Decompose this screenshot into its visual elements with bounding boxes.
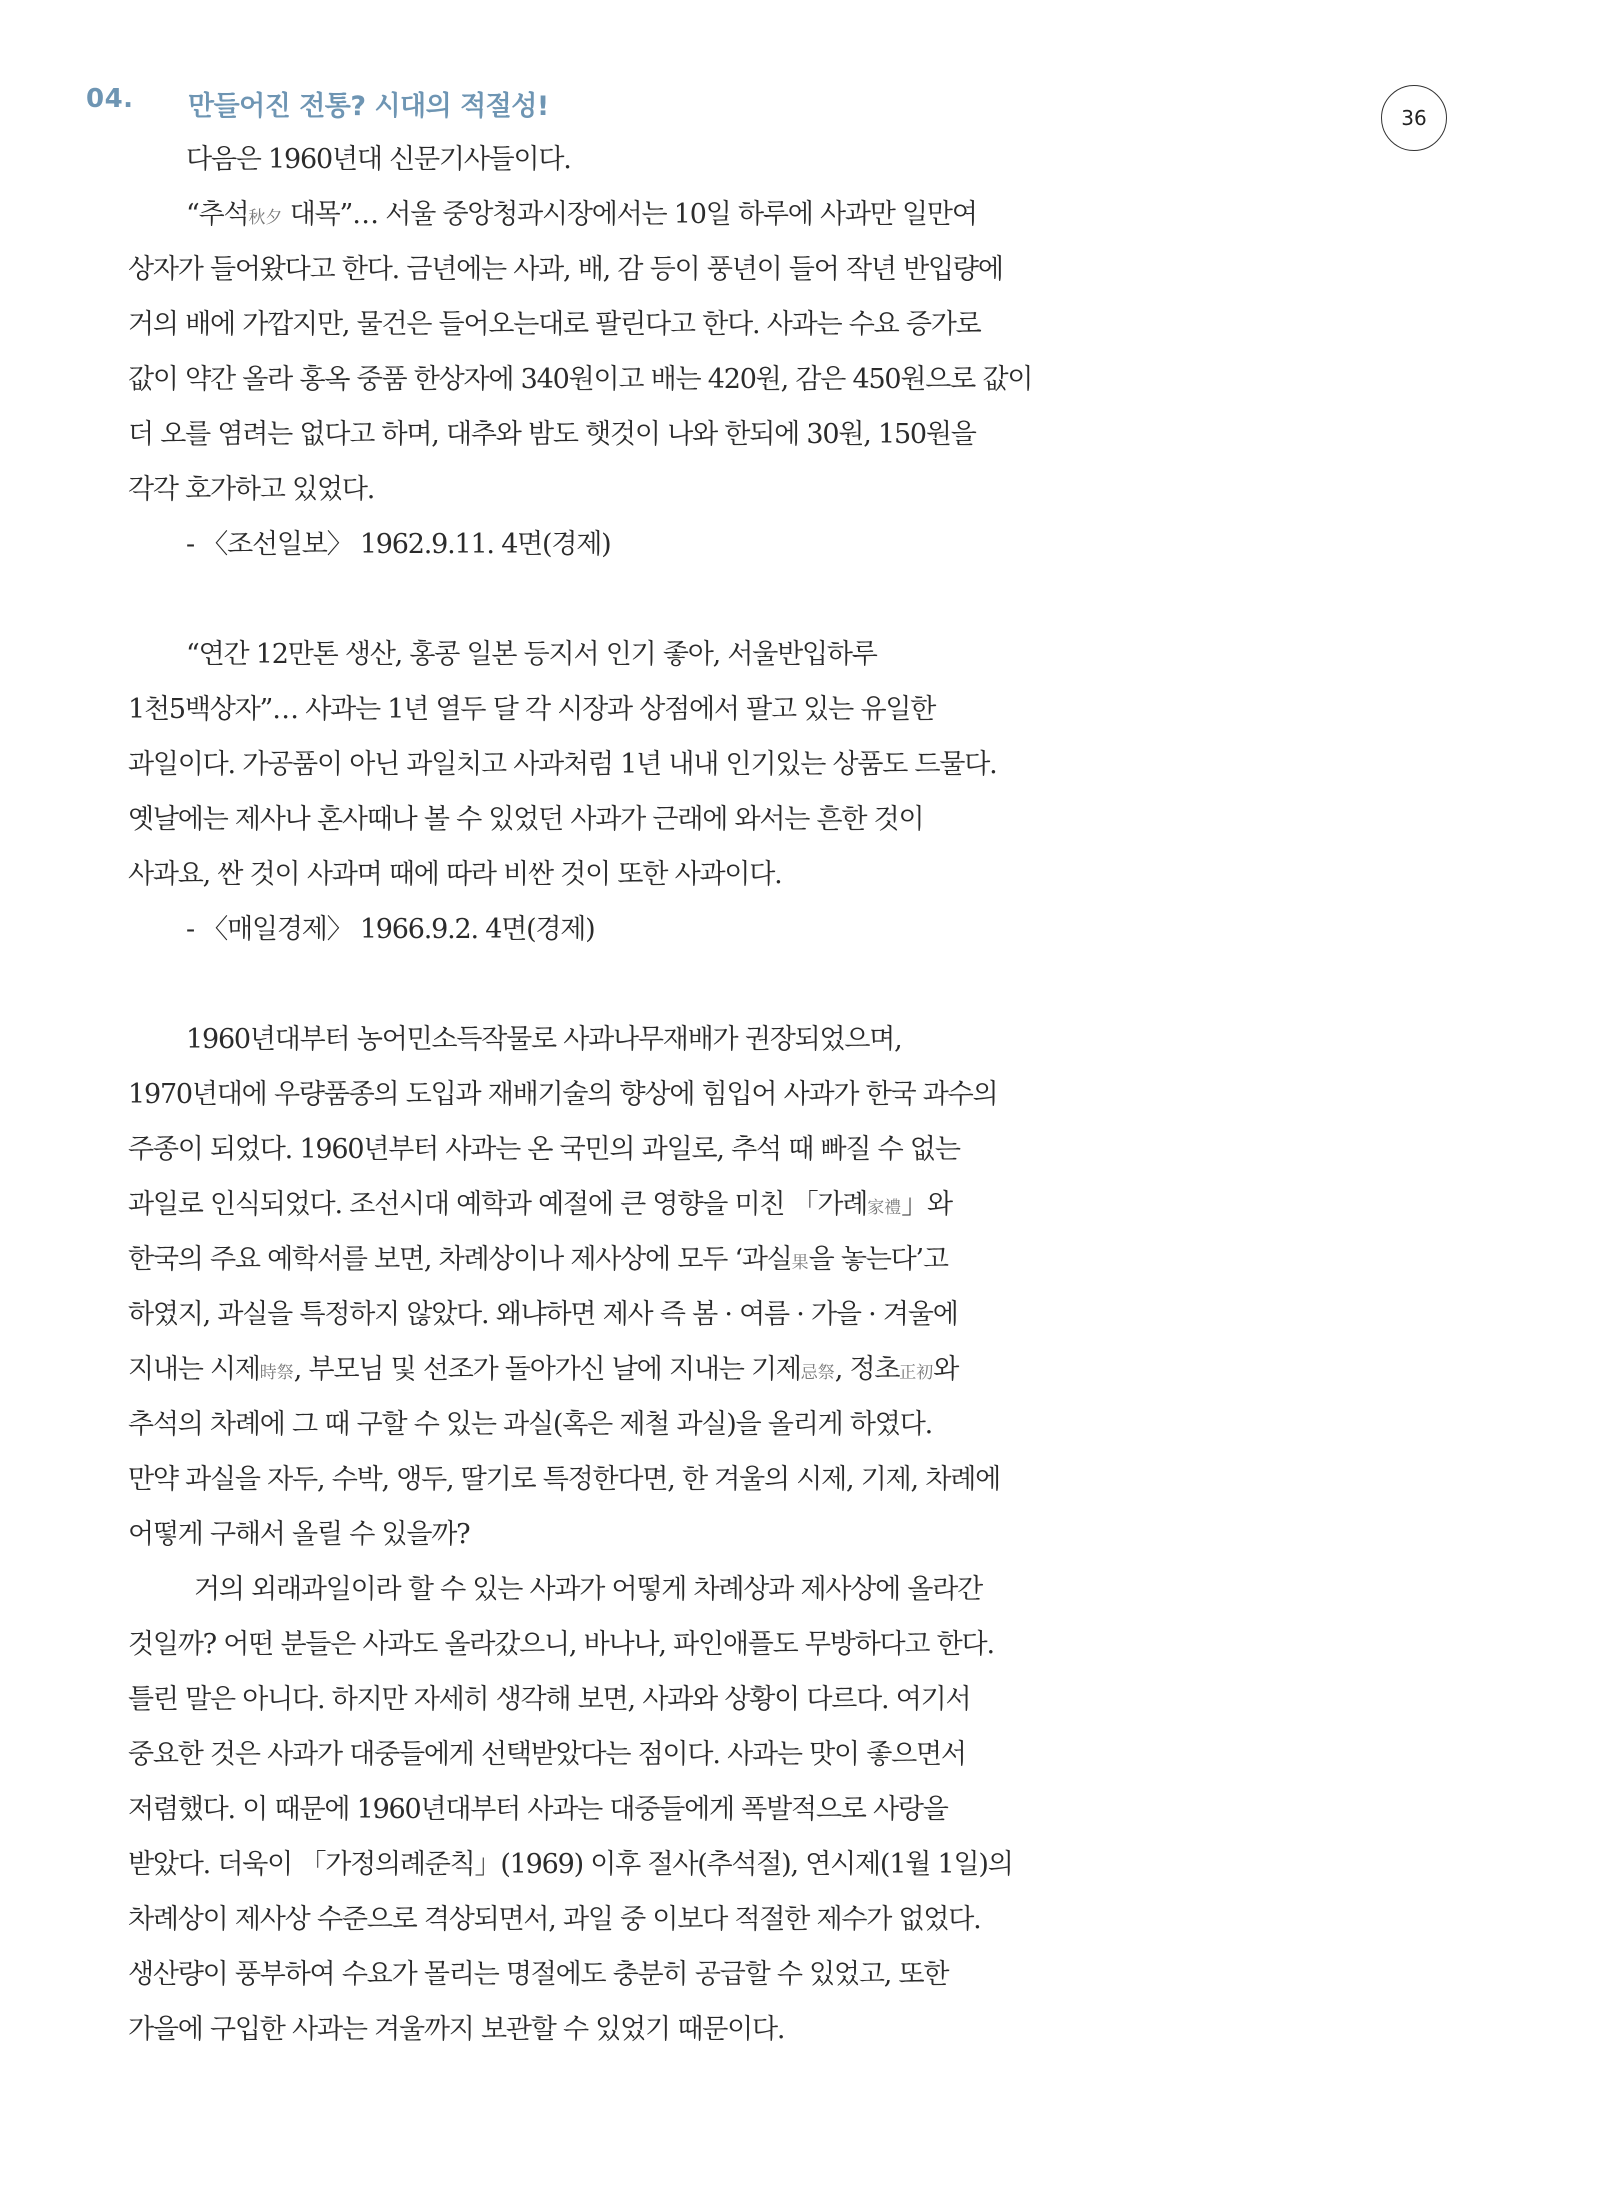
- quote-line: 더 오를 염려는 없다고 하며, 대추와 밤도 햇것이 나와 한되에 30원, 150원을: [128, 419, 976, 450]
- quote-line: 과일이다. 가공품이 아닌 과일치고 사과처럼 1년 내내 인기있는 상품도 드물다.: [128, 749, 997, 780]
- paragraph-line: 추석의 차례에 그 때 구할 수 있는 과실(혹은 제철 과실)을 올리게 하였다.: [128, 1409, 932, 1440]
- paragraph-line: 1970년대에 우량품종의 도입과 재배기술의 향상에 힘입어 사과가 한국 과수의: [128, 1079, 998, 1110]
- hanja-annotation: 果: [791, 1253, 809, 1273]
- quote-text: 대목”… 서울 중앙청과시장에서는 10일 하루에 사과만 일만여: [282, 199, 977, 230]
- paragraph-line: 저렴했다. 이 때문에 1960년대부터 사과는 대중들에게 폭발적으로 사랑을: [128, 1794, 948, 1825]
- paragraph-line: [128, 1342, 1028, 1397]
- paragraph-line: 거의 외래과일이라 할 수 있는 사과가 어떻게 차례상과 제사상에 올라간: [194, 1574, 983, 1605]
- quote-line: [128, 187, 1028, 242]
- paragraph-line: 생산량이 풍부하여 수요가 몰리는 명절에도 충분히 공급할 수 있었고, 또한: [128, 1959, 949, 1990]
- paragraph-line: 만약 과실을 자두, 수박, 앵두, 딸기로 특정한다면, 한 겨울의 시제, 기제, 차례에: [128, 1464, 1000, 1495]
- quote-line: 1천5백상자”… 사과는 1년 열두 달 각 시장과 상점에서 팔고 있는 유일한: [128, 694, 936, 725]
- section-number: 04.: [86, 84, 134, 114]
- paragraph-text: , 정초: [834, 1354, 900, 1385]
- hanja-annotation: 秋夕: [248, 208, 283, 228]
- paragraph-text: 과일로 인식되었다. 조선시대 예학과 예절에 큰 영향을 미친 「가례: [128, 1189, 868, 1220]
- paragraph-line: 어떻게 구해서 올릴 수 있을까?: [128, 1519, 470, 1550]
- paragraph-line: 것일까? 어떤 분들은 사과도 올라갔으니, 바나나, 파인애플도 무방하다고 한다.: [128, 1629, 994, 1660]
- spacer: [128, 572, 1028, 627]
- paragraph-text: 을 놓는다’고: [808, 1244, 948, 1275]
- paragraph-line: 가을에 구입한 사과는 겨울까지 보관할 수 있었기 때문이다.: [128, 2014, 785, 2045]
- article-body: [128, 132, 1033, 2057]
- quote-line: 사과요, 싼 것이 사과며 때에 따라 비싼 것이 또한 사과이다.: [128, 859, 782, 890]
- hanja-annotation: 時祭: [259, 1363, 294, 1383]
- spacer: [128, 957, 1028, 1012]
- page-number: 36: [1401, 106, 1427, 130]
- quote-line: 각각 호가하고 있었다.: [128, 474, 375, 505]
- paragraph-line: 차례상이 제사상 수준으로 격상되면서, 과일 중 이보다 적절한 제수가 없었다.: [128, 1904, 981, 1935]
- quote-line: “연간 12만톤 생산, 홍콩 일본 등지서 인기 좋아, 서울반입하루: [186, 639, 877, 670]
- section-title: 만들어진 전통? 시대의 적절성!: [188, 91, 549, 122]
- hanja-annotation: 家禮: [867, 1198, 902, 1218]
- intro-line: 다음은 1960년대 신문기사들이다.: [186, 144, 571, 175]
- quote-text: “추석: [186, 199, 249, 230]
- paragraph-line: 주종이 되었다. 1960년부터 사과는 온 국민의 과일로, 추석 때 빠질 수 없는: [128, 1134, 960, 1165]
- quote-line: 거의 배에 가깝지만, 물건은 들어오는대로 팔린다고 한다. 사과는 수요 증가로: [128, 309, 981, 340]
- hanja-annotation: 忌祭: [800, 1363, 835, 1383]
- paragraph-1: [128, 1012, 1028, 1562]
- paragraph-line: [128, 1232, 1028, 1287]
- newspaper-quote-1: [128, 187, 1033, 572]
- quote-source: - 〈조선일보〉 1962.9.11. 4면(경제): [186, 529, 611, 560]
- quote-line: 옛날에는 제사나 혼사때나 볼 수 있었던 사과가 근래에 와서는 흔한 것이: [128, 804, 924, 835]
- paragraph-line: 받았다. 더욱이 「가정의례준칙」(1969) 이후 절사(추석절), 연시제(1월 1일)의: [128, 1849, 1013, 1880]
- paragraph-line: [128, 1177, 1028, 1232]
- paragraph-text: , 부모님 및 선조가 돌아가신 날에 지내는 기제: [293, 1354, 801, 1385]
- hanja-annotation: 正初: [899, 1363, 934, 1383]
- quote-source: - 〈매일경제〉 1966.9.2. 4면(경제): [186, 914, 595, 945]
- paragraph-text: 지내는 시제: [128, 1354, 260, 1385]
- paragraph-line: 1960년대부터 농어민소득작물로 사과나무재배가 권장되었으며,: [186, 1024, 902, 1055]
- newspaper-quote-2: [128, 627, 1028, 957]
- paragraph-text: 」와: [901, 1189, 952, 1220]
- paragraph-line: 틀린 말은 아니다. 하지만 자세히 생각해 보면, 사과와 상황이 다르다. 여기서: [128, 1684, 971, 1715]
- quote-line: 값이 약간 올라 홍옥 중품 한상자에 340원이고 배는 420원, 감은 450원으로 값이: [128, 364, 1033, 395]
- paragraph-2: [128, 1562, 1028, 2057]
- paragraph-line: 중요한 것은 사과가 대중들에게 선택받았다는 점이다. 사과는 맛이 좋으면서: [128, 1739, 966, 1770]
- paragraph-text: 와: [933, 1354, 959, 1385]
- quote-line: 상자가 들어왔다고 한다. 금년에는 사과, 배, 감 등이 풍년이 들어 작년 반입량에: [128, 254, 1003, 285]
- paragraph-line: 하였지, 과실을 특정하지 않았다. 왜냐하면 제사 즉 봄 · 여름 · 가을 · 겨울에: [128, 1299, 958, 1330]
- page-number-badge: [1381, 85, 1447, 151]
- paragraph-text: 한국의 주요 예학서를 보면, 차례상이나 제사상에 모두 ‘과실: [128, 1244, 792, 1275]
